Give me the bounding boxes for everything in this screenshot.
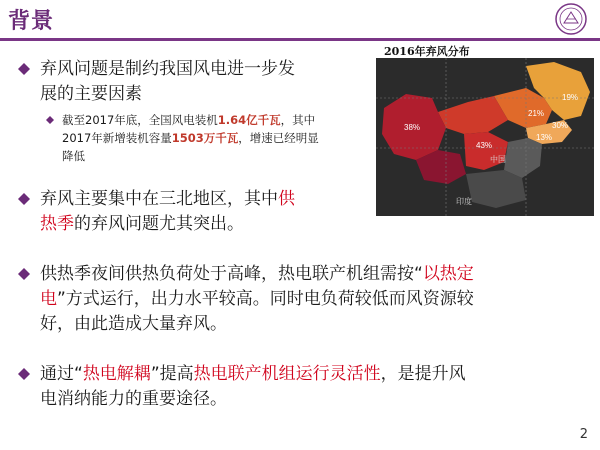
sub-text: ，其中 <box>280 113 316 127</box>
page-number: 2 <box>579 427 588 442</box>
highlight-flexibility: 热电联产机组运行灵活性 <box>193 364 381 384</box>
diamond-bullet-icon <box>46 116 54 124</box>
title-divider <box>0 38 600 41</box>
sub-bullet-installed-capacity <box>46 111 376 165</box>
highlight-heat-led: 以热定 <box>422 264 474 284</box>
slide-title: 背景 <box>8 9 55 34</box>
new-capacity-highlight: 1503万千瓦 <box>171 131 239 145</box>
bullet-text: 好，由此造成大量弃风。 <box>40 314 227 334</box>
highlight-heating: 热季 <box>40 214 74 234</box>
bullet-decoupling <box>18 362 588 412</box>
label-13: 13% <box>536 133 553 142</box>
bullet-line: 弃风问题是制约我国风电进一步发 <box>40 59 295 79</box>
bullet-text: 供热季夜间供热负荷处于高峰，热电联产机组需按“ <box>40 264 423 284</box>
label-43: 43% <box>476 141 493 150</box>
sub-text: 2017年新增装机容量 <box>62 131 172 145</box>
bullet-text: ”提高 <box>150 364 194 384</box>
bullet-three-north <box>18 187 373 237</box>
highlight-decoupling: 热电解耦 <box>82 364 151 384</box>
map-title: 2016年弃风分布 <box>384 45 470 58</box>
label-21: 21% <box>528 109 545 118</box>
label-china: 中国 <box>490 155 506 164</box>
highlight-heat-led: 电 <box>40 289 57 309</box>
bullet-text: 通过“ <box>40 364 83 384</box>
bullet-text: ，是提升风 <box>380 364 466 384</box>
diamond-bullet-icon <box>18 268 30 280</box>
bullet-text: ”方式运行，出力水平较高。同时电负荷较低而风资源较 <box>57 289 474 309</box>
bullet-text: 弃风主要集中在三北地区，其中 <box>40 189 278 209</box>
sub-text: 降低 <box>62 149 85 163</box>
diamond-bullet-icon <box>18 368 30 380</box>
diamond-bullet-icon <box>18 63 30 75</box>
label-19: 19% <box>562 93 579 102</box>
china-map-graphic <box>376 58 594 216</box>
capacity-highlight: 1.64亿千瓦 <box>217 113 281 127</box>
curtailment-map <box>376 58 594 216</box>
bullet-text: 的弃风问题尤其突出。 <box>74 214 244 234</box>
label-india: 印度 <box>456 197 472 206</box>
university-seal-icon <box>548 2 594 36</box>
highlight-heating: 供 <box>278 189 295 209</box>
sub-text: ，增速已经明显 <box>238 131 319 145</box>
diamond-bullet-icon <box>18 193 30 205</box>
sub-text: 截至2017年底，全国风电装机 <box>62 113 218 127</box>
bullet-text: 电消纳能力的重要途径。 <box>40 389 227 409</box>
bullet-curtailment-factor <box>18 57 368 107</box>
label-38: 38% <box>404 123 421 132</box>
label-30: 30% <box>552 121 569 130</box>
bullet-heating-season <box>18 262 588 337</box>
bullet-line: 展的主要因素 <box>40 84 142 104</box>
